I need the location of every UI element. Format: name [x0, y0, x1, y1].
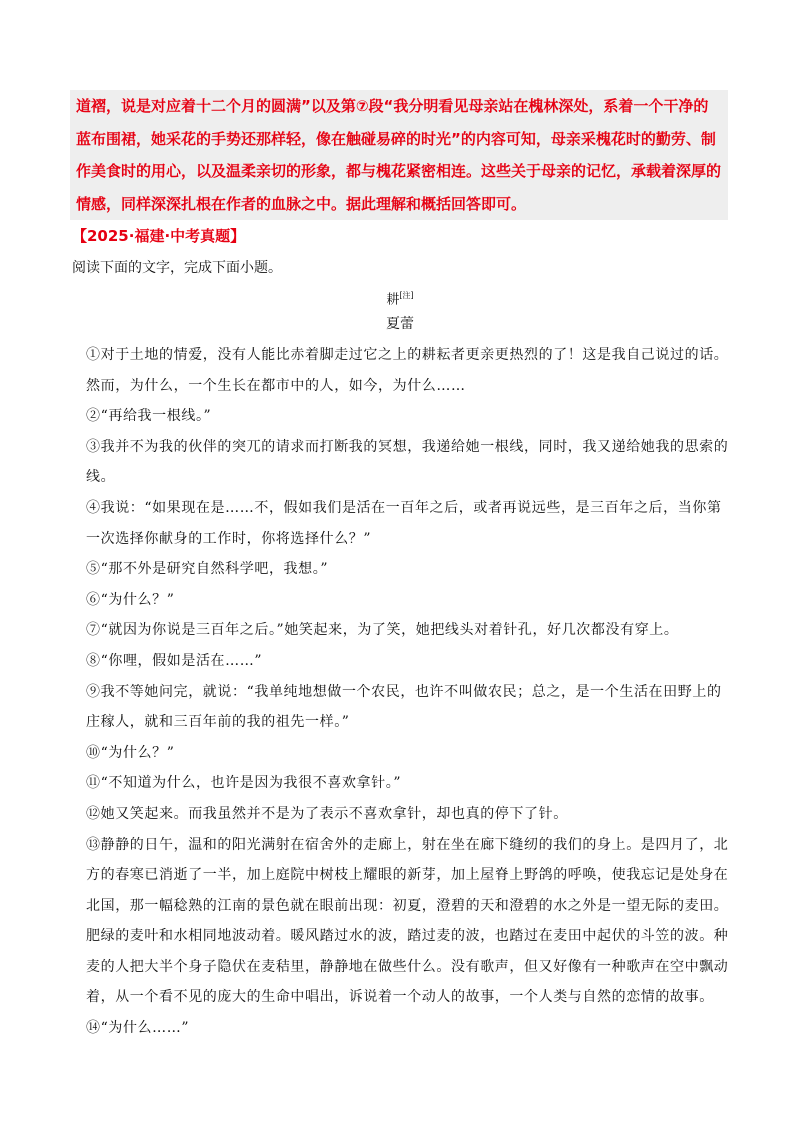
- answer-explanation-block: [70, 90, 728, 220]
- paragraph-10: ⑩“为什么？”: [86, 744, 175, 761]
- paragraph-9: ⑨我不等她问完，就说：“我单纯地想做一个农民，也许不叫做农民；总之，是一个生活在田野上的庄稼人，就和三百年前的我的祖先一样。”: [86, 683, 722, 731]
- paragraph-8: ⑧“你哩，假如是活在……”: [86, 652, 263, 669]
- article-body: [72, 340, 732, 1044]
- article-author: 夏蕾: [386, 316, 414, 332]
- paragraph-4: ④我说：“如果现在是……不，假如我们是活在一百年之后，或者再说远些，是三百年之后，当你第一次选择你献身的工作时，你将选择什么？”: [86, 499, 722, 547]
- title-footnote-marker: [注]: [399, 291, 414, 300]
- exam-source-tag: 【2025·福建·中考真题】: [72, 227, 246, 245]
- article-title: [0, 286, 800, 310]
- paragraph-14: ⑭“为什么……”: [86, 1020, 190, 1037]
- paragraph-1: ①对于土地的情爱，没有人能比赤着脚走过它之上的耕耘者更亲更热烈的了！这是我自己说过的话。然而，为什么，一个生长在都市中的人，如今，为什么……: [86, 347, 729, 394]
- paragraph-6: ⑥“为什么？”: [86, 591, 175, 608]
- paragraph-13: ⑬静静的日午，温和的阳光满射在宿舍外的走廊上，射在坐在廊下缝纫的我们的身上。是四月了，北方的春寒已消逝了一半，加上庭院中树枝上耀眼的新芽，加上屋脊上野鸽的呼唤，使我忘记是处身在北国，那一幅稔熟的江南的景色就在眼前出现：初夏，澄碧的天和澄碧的水之外是一望无际的麦田。肥绿的麦叶和水相同地波动着。暖风踏过水的波，踏过麦的波，也踏过在麦田中起伏的斗笠的波。种麦的人把大半个身子隐伏在麦秸里，静静地在做些什么。没有歌声，但又好像有一种歌声在空中飘动着，从一个看不见的庞大的生命中唱出，诉说着一个动人的故事，一个人类与自然的恋情的故事。: [86, 836, 729, 1006]
- paragraph-7: ⑦“就因为你说是三百年之后。”她笑起来，为了笑，她把线头对着针孔，好几次都没有穿上。: [86, 622, 679, 639]
- paragraph-12: ⑫她又笑起来。而我虽然并不是为了表示不喜欢拿针，却也真的停下了针。: [86, 805, 568, 822]
- answer-explanation-text: 道褶，说是对应着十二个月的圆满”以及第⑦段“我分明看见母亲站在槐林深处，系着一个干净的蓝布围裙，她采花的手势还那样轻，像在触碰易碎的时光”的内容可知，母亲采槐花时的勤劳、制作美食时的用心，以及温柔亲切的形象，都与槐花紧密相连。这些关于母亲的记忆，承载着深厚的情感，同样深深扎根在作者的血脉之中。据此理解和概括回答即可。: [76, 97, 722, 213]
- paragraph-11: ⑪“不知道为什么，也许是因为我很不喜欢拿针。”: [86, 775, 402, 792]
- reading-instruction: 阅读下面的文字，完成下面小题。: [72, 260, 282, 276]
- paragraph-5: ⑤“那不外是研究自然科学吧，我想。”: [86, 561, 329, 578]
- paragraph-3: ③我并不为我的伙伴的突兀的请求而打断我的冥想，我递给她一根线，同时，我又递给她我的思索的线。: [86, 438, 729, 486]
- article-title-text: 耕: [386, 292, 400, 308]
- paragraph-2: ②“再给我一根线。”: [86, 408, 212, 425]
